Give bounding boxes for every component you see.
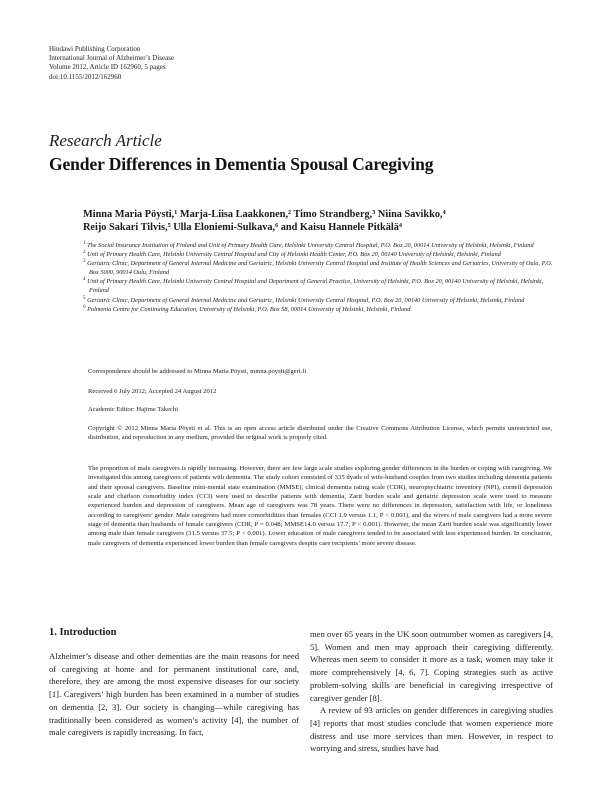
author-list (83, 208, 563, 234)
affiliation: $^6$ Palmenia Centre for Continuing Education, University of Helsinki, P.O. Box 58, 00014 University of Helsinki, Helsinki, Finland (83, 304, 411, 313)
article-type: Research Article (49, 131, 162, 150)
paragraph: A review of 93 articles on gender differences in caregiving studies [4] reports that most studies conclude that women experience more distress and use more services than men. However, in respect to worrying and stress, studies have had (310, 705, 553, 754)
abstract: The proportion of male caregivers is rapidly increasing. However, there are few large scale studies exploring gender differences in the burden or coping with caregiving. We investigated this among caregivers of patients with dementia. The study cohort consisted of 335 dyads of wife-husband couples from two studies including dementia patients and their spousal caregivers. Baseline mini-mental state examination (MMSE), clinical dementia rating scale (CDR), neuropsychiatric inventory (NPI), cornell depression scale and charlson comorbidity index (CCI) were used to describe patients with dementia, Zarit burden scale and geriatric depression scale were used to measure experienced burden and depression of caregivers. Mean age of caregivers was 78 years. There were no differences in depression, satisfaction with life, or loneliness according to caregivers’ gender. Male caregivers had more comorbidities than females (CCI 1.9 versus 1.1, P < 0.001), and the wives of male caregivers had a more severe stage of dementia than husbands of female caregivers (CDR, P = 0.048; MMSE14.0 versus 17.7, P < 0.001). However, the mean Zarit burden scale was significantly lower among male than female caregivers (31.5 versus 37.5; P < 0.001). Lower education of male caregivers tended to be associated with less experienced burden. In conclusion, male caregivers of dementia experienced lower burden than female caregivers despite care recipients’ more severe disease. (88, 465, 552, 547)
left-column (49, 650, 299, 739)
affiliation: $^5$ Geriatric Clinic, Department of General Internal Medicine and Geriatric, Helsinki University Central Hospital, P.O. Box 20, 00140 University of Helsinki, Helsinki, Finland (83, 295, 525, 304)
volume-info: Volume 2012, Article ID 162960, 5 pages (49, 63, 166, 72)
paper-title: Gender Differences in Dementia Spousal Caregiving (49, 154, 434, 174)
publisher: Hindawi Publishing Corporation (49, 45, 141, 53)
section-heading: 1. Introduction (49, 627, 117, 638)
received-date: Received 6 July 2012; Accepted 24 August 2012 (88, 388, 217, 395)
author-line: Minna Maria Pöysti,¹ Marja-Liisa Laakkonen,² Timo Strandberg,³ Niina Savikko,⁴ (83, 209, 446, 220)
affiliation: $^3$ Geriatric Clinic, Department of General Internal Medicine and Geriatric, Helsinki University Central Hospital and Institute of Health Sciences and Geriatrics, University of Oulu, P.O. Box 5000, 90014 Oulu, Finland (83, 259, 553, 277)
copyright-notice: Copyright © 2012 Minna Maria Pöysti et al. This is an open access article distributed under the Creative Commons Attribution License, which permits unrestricted use, distribution, and reproduction in any medium, provided the original work is properly cited. (88, 425, 552, 442)
doi: doi:10.1155/2012/162960 (49, 72, 122, 81)
affiliation: $^4$ Unit of Primary Health Care, Helsinki University Central Hospital and Department of General Practice, University of Helsinki, P.O. Box 20, 00140 University of Helsinki, Helsinki, Finland (83, 277, 544, 295)
journal-name: International Journal of Alzheimer’s Disease (49, 54, 175, 63)
right-column (310, 628, 553, 755)
academic-editor: Academic Editor: Hajime Takechi (88, 406, 179, 413)
correspondence: Correspondence should be addressed to Minna Maria Pöysti, minna.poysti@geri.fi (88, 368, 307, 375)
affiliation: $^1$ The Social Insurance Institution of Finland and Unit of Primary Health Care, Helsinki University Central Hospital, P.O. Box 20, 00014 University of Helsinki, Helsinki, Finland (83, 240, 534, 249)
paragraph: men over 65 years in the UK soon outnumber women as caregivers [4, 5]. Women and men may approach their caregiving differently. Whereas men seem to consider it more as a task, women may take it more comprehensively [4, 6, 7]. Coping strategies such as active problem-solving skills are beneficial in caregiving irrespective of caregiver gender [8]. (310, 629, 553, 703)
author-line: Reijo Sakari Tilvis,⁵ Ulla Eloniemi-Sulkava,⁶ and Kaisu Hannele Pitkälä⁴ (83, 222, 402, 233)
paragraph: Alzheimer’s disease and other dementias are the main reasons for need of caregiving at home and for permanent institutional care, and, therefore, they are among the most expensive diseases for our society [1]. Caregivers’ high burden has been examined in a number of studies on dementia [2, 3]. Our society is changing—while caregiving has traditionally been considered as women’s activity [4], the number of male caregivers is rapidly increasing. In fact, (49, 651, 299, 738)
journal-header (49, 45, 174, 82)
affiliations (83, 241, 553, 314)
affiliation: $^2$ Unit of Primary Health Care, Helsinki University Central Hospital and City of Helsinki Health Center, P.O. Box 20, 00140 University of Helsinki, Helsinki, Finland (83, 250, 501, 259)
